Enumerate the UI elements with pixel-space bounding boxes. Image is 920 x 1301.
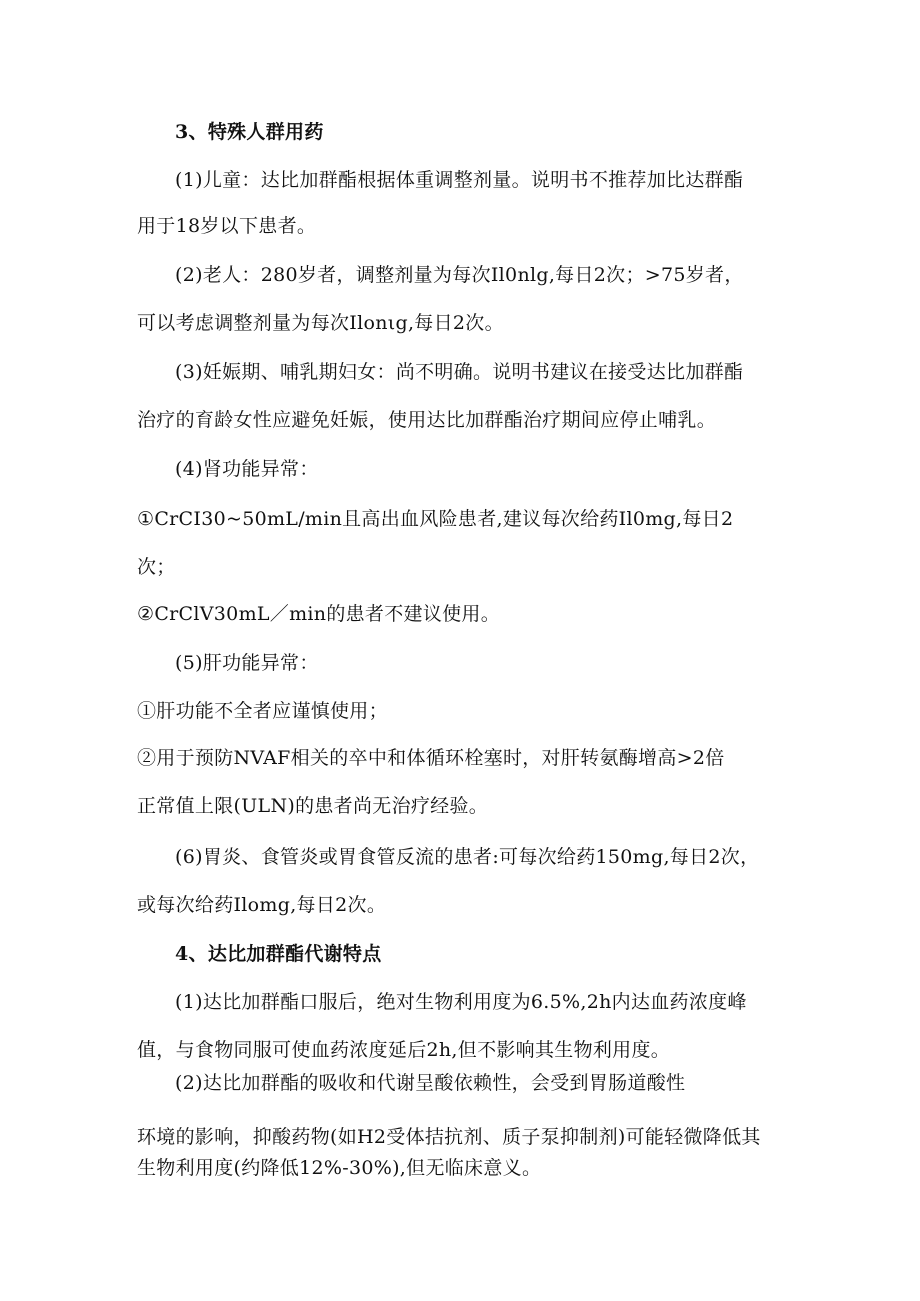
paragraph-line: (1)达比加群酯口服后，绝对生物利用度为6.5%,2h内达血药浓度峰 (175, 991, 747, 1013)
section-heading-4: 4、达比加群酯代谢特点 (175, 943, 382, 965)
section-heading-3: 3、特殊人群用药 (175, 121, 324, 143)
paragraph-line: (2)老人：280岁者，调整剂量为每次Il0nlg,每日2次；>75岁者， (175, 264, 744, 286)
paragraph-line: 用于18岁以下患者。 (137, 215, 317, 237)
paragraph-line: ②CrClV30mL／min的患者不建议使用。 (137, 603, 501, 625)
paragraph-line: (6)胃炎、食管炎或胃食管反流的患者:可每次给药150mg,每日2次， (175, 846, 760, 868)
paragraph-line: 正常值上限(ULN)的患者尚无治疗经验。 (137, 795, 489, 817)
paragraph-line: 治疗的育龄女性应避免妊娠，使用达比加群酯治疗期间应停止哺乳。 (137, 409, 717, 431)
paragraph-line: ①肝功能不全者应谨慎使用； (137, 700, 388, 722)
paragraph-line: 环境的影响，抑酸药物(如H2受体拮抗剂、质子泵抑制剂)可能轻微降低其 (137, 1126, 761, 1148)
paragraph-line: (5)肝功能异常： (175, 652, 319, 674)
paragraph-line: (4)肾功能异常： (175, 458, 319, 480)
paragraph-line: 生物利用度(约降低12%-30%),但无临床意义。 (137, 1157, 542, 1179)
paragraph-line: ②用于预防NVAF相关的卒中和体循环栓塞时，对肝转氨酶增高>2倍 (137, 747, 725, 769)
paragraph-line: 可以考虑调整剂量为每次Ilonιg,每日2次。 (137, 312, 504, 334)
paragraph-line: ①CrCI30~50mL/min且高出血风险患者,建议每次给药Il0mg,每日2 (137, 508, 734, 530)
paragraph-line: 次； (137, 556, 176, 578)
paragraph-line: 值，与食物同服可使血药浓度延后2h,但不影响其生物利用度。 (137, 1039, 671, 1061)
paragraph-line: (1)儿童：达比加群酯根据体重调整剂量。说明书不推荐加比达群酯 (175, 169, 744, 191)
paragraph-line: (3)妊娠期、哺乳期妇女：尚不明确。说明书建议在接受达比加群酯 (175, 361, 744, 383)
paragraph-line: (2)达比加群酯的吸收和代谢呈酸依赖性，会受到胃肠道酸性 (175, 1072, 686, 1094)
paragraph-line: 或每次给药Ilomg,每日2次。 (137, 894, 387, 916)
